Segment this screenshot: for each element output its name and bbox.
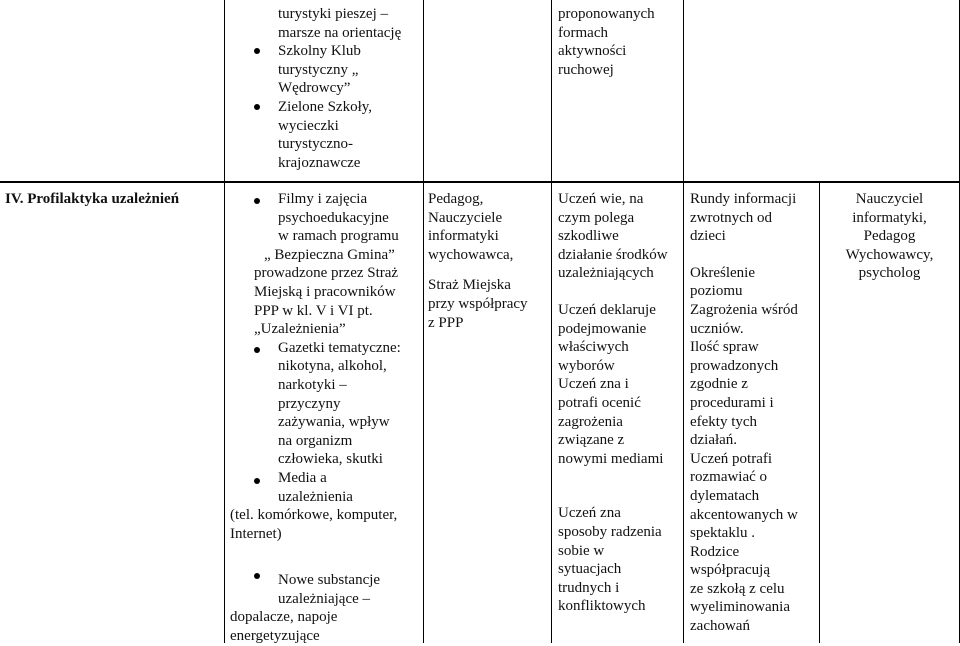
responsible-line: informatyki bbox=[428, 228, 499, 245]
evaluation-line: zgodnie z bbox=[690, 376, 748, 393]
activity-line: prowadzone przez Straż bbox=[254, 265, 399, 282]
section-title: IV. Profilaktyka uzależnień bbox=[5, 191, 180, 207]
top-proposal-line: aktywności bbox=[558, 43, 627, 60]
activity-line: człowieka, skutki bbox=[278, 451, 383, 468]
top-activity-line: turystyczno- bbox=[278, 136, 353, 153]
outcome-line: szkodliwe bbox=[558, 228, 619, 245]
outcome-line-gap bbox=[558, 283, 668, 301]
evaluation-cell bbox=[690, 190, 798, 636]
activity-line: na organizm bbox=[278, 432, 353, 449]
responsible-line: Straż Miejska bbox=[428, 277, 511, 294]
bullet-icon bbox=[254, 573, 260, 579]
activity-line: narkotyki – bbox=[278, 376, 347, 393]
table-rule-top-row-bottom bbox=[0, 181, 960, 183]
evaluation-line: zachowań bbox=[690, 618, 750, 635]
outcome-line: Uczeń zna bbox=[558, 505, 621, 522]
bullet-icon bbox=[254, 104, 260, 110]
evaluation-line-gap bbox=[690, 246, 798, 264]
top-activity-line: turystyczny „ bbox=[278, 61, 359, 78]
activity-line: „Uzależnienia” bbox=[254, 321, 346, 338]
bullet-icon bbox=[254, 347, 260, 353]
activity-line: Miejską i pracowników bbox=[254, 283, 396, 300]
outcome-line: Uczeń wie, na bbox=[558, 191, 644, 207]
responsible-line: z PPP bbox=[428, 314, 464, 331]
evaluation-line: zwrotnych od bbox=[690, 209, 773, 226]
activity-line: Filmy i zajęcia bbox=[278, 191, 368, 207]
outcome-line: Uczeń deklaruje bbox=[558, 301, 656, 318]
outcome-line: właściwych bbox=[558, 339, 629, 356]
outcome-line-gap bbox=[558, 468, 668, 504]
top-activity-line: Wędrowcy” bbox=[278, 80, 351, 97]
evaluator-line: Wychowawcy, bbox=[845, 246, 934, 263]
evaluators-cell bbox=[820, 190, 959, 283]
evaluation-line: poziomu bbox=[690, 283, 743, 300]
top-proposal-line: formach bbox=[558, 24, 608, 41]
evaluation-line: wyeliminowania bbox=[690, 599, 790, 616]
evaluation-line: procedurami i bbox=[690, 394, 774, 411]
table-rule-col-3 bbox=[551, 0, 552, 643]
activity-line: PPP w kl. V i VI pt. bbox=[254, 302, 373, 319]
outcome-line: potrafi ocenić bbox=[558, 394, 641, 411]
evaluation-line: Zagrożenia wśród bbox=[690, 301, 798, 318]
outcomes-cell bbox=[558, 190, 668, 616]
outcome-line: zagrożenia bbox=[558, 413, 623, 430]
evaluation-line: Ilość spraw bbox=[690, 339, 759, 356]
activity-line: nikotyna, alkohol, bbox=[278, 358, 387, 375]
activity-line: w ramach programu bbox=[278, 228, 399, 245]
evaluation-line: dylematach bbox=[690, 487, 760, 504]
evaluation-line: spektaklu . bbox=[690, 525, 755, 542]
responsible-line: wychowawca, bbox=[428, 246, 514, 263]
evaluation-line: akcentowanych w bbox=[690, 506, 798, 523]
outcome-line: sposoby radzenia bbox=[558, 523, 662, 540]
evaluation-line: współpracują bbox=[690, 562, 770, 579]
outcome-line: trudnych i bbox=[558, 579, 620, 596]
responsible-line: Pedagog, bbox=[428, 191, 484, 207]
responsible-line: Nauczyciele bbox=[428, 209, 503, 226]
evaluator-line: Nauczyciel bbox=[855, 191, 924, 207]
evaluation-line: rozmawiać o bbox=[690, 469, 768, 486]
activity-line: Nowe substancje bbox=[278, 572, 381, 589]
evaluation-line: dzieci bbox=[690, 228, 726, 245]
activity-line-gap bbox=[230, 543, 422, 571]
top-activity-line: marsze na orientację bbox=[278, 24, 402, 41]
outcome-line: czym polega bbox=[558, 209, 635, 226]
outcome-line: nowymi mediami bbox=[558, 450, 664, 467]
activity-line: uzależniające – bbox=[278, 590, 371, 607]
outcome-line: sytuacjach bbox=[558, 561, 622, 578]
evaluator-line: informatyki, bbox=[852, 209, 927, 226]
top-activities-cell bbox=[278, 5, 401, 172]
outcome-line: uzależniających bbox=[558, 265, 654, 282]
activity-line: (tel. komórkowe, komputer, bbox=[230, 507, 398, 524]
table-rule-col-2 bbox=[423, 0, 424, 643]
outcome-line: związane z bbox=[558, 432, 625, 449]
outcome-line: sobie w bbox=[558, 542, 605, 559]
activity-line: „ Bezpieczna Gmina” bbox=[264, 246, 395, 263]
evaluation-line: Rodzice bbox=[690, 543, 740, 560]
activity-line: Media a bbox=[278, 469, 327, 486]
responsible-line: przy współpracy bbox=[428, 295, 528, 312]
evaluator-line: Pedagog bbox=[863, 228, 916, 245]
activity-line: dopalacze, napoje bbox=[230, 609, 338, 626]
evaluation-line: działań. bbox=[690, 432, 738, 449]
responsible-cell bbox=[428, 190, 528, 332]
outcome-line: Uczeń zna i bbox=[558, 376, 629, 393]
top-activity-line: Szkolny Klub bbox=[278, 43, 361, 60]
evaluation-line: ze szkołą z celu bbox=[690, 580, 785, 597]
outcome-line: działanie środków bbox=[558, 246, 668, 263]
evaluation-line: efekty tych bbox=[690, 413, 758, 430]
outcome-line: konfliktowych bbox=[558, 598, 646, 615]
bullet-icon bbox=[254, 48, 260, 54]
activity-line: psychoedukacyjne bbox=[278, 209, 389, 226]
top-activity-line: wycieczki bbox=[278, 117, 339, 134]
top-proposals-cell bbox=[558, 5, 655, 79]
table-rule-col-1 bbox=[224, 0, 225, 643]
evaluation-line: uczniów. bbox=[690, 320, 744, 337]
top-proposal-line: ruchowej bbox=[558, 61, 614, 78]
responsible-line-gap bbox=[428, 264, 528, 276]
top-activity-line: Zielone Szkoły, bbox=[278, 98, 373, 115]
activity-line: Internet) bbox=[230, 525, 282, 542]
table-rule-col-4 bbox=[683, 0, 684, 643]
outcome-line: wyborów bbox=[558, 357, 615, 374]
activity-line: uzależnienia bbox=[278, 488, 353, 505]
evaluation-line: Uczeń potrafi bbox=[690, 450, 773, 467]
evaluation-line: prowadzonych bbox=[690, 357, 779, 374]
top-proposal-line: proponowanych bbox=[558, 6, 655, 22]
activity-line: Gazetki tematyczne: bbox=[278, 339, 401, 356]
activity-line: przyczyny bbox=[278, 395, 341, 412]
evaluator-line: psycholog bbox=[858, 265, 921, 282]
outcome-line: podejmowanie bbox=[558, 320, 647, 337]
evaluation-line: Rundy informacji bbox=[690, 191, 797, 207]
top-activity-line: turystyki pieszej – bbox=[278, 6, 388, 22]
activity-line: zażywania, wpływ bbox=[278, 414, 390, 431]
activity-line: energetyzujące bbox=[230, 628, 320, 645]
bullet-icon bbox=[254, 478, 260, 484]
top-activity-line: krajoznawcze bbox=[278, 154, 361, 171]
evaluation-line: Określenie bbox=[690, 264, 755, 281]
